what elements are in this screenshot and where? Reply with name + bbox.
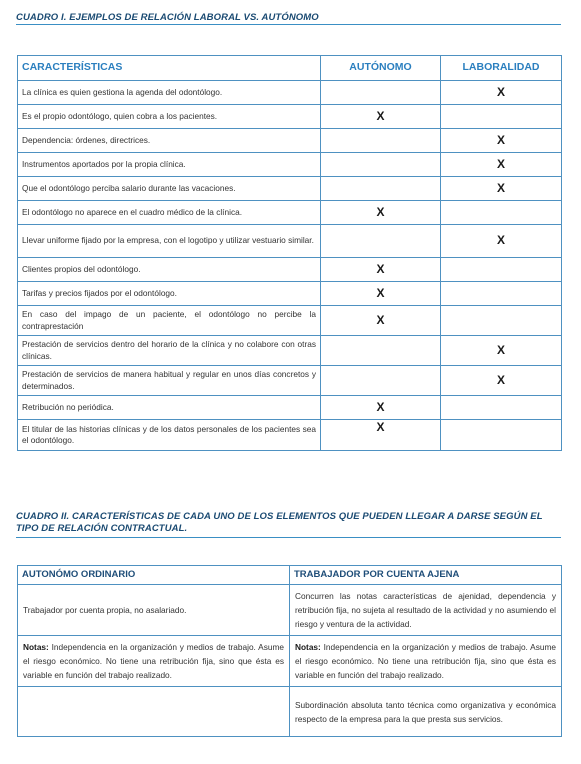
autonomo-notes [18, 636, 290, 687]
row-characteristic: Dependencia: órdenes, directrices. [18, 129, 321, 153]
table-row [18, 282, 562, 306]
laboralidad-mark [441, 105, 562, 129]
laboralidad-mark [441, 258, 562, 282]
autonomo-mark: X [321, 396, 441, 420]
contract-type-table [17, 565, 562, 737]
header-laboralidad: LABORALIDAD [441, 56, 562, 81]
header-trabajador-cuenta-ajena: TRABAJADOR POR CUENTA AJENA [290, 566, 562, 585]
autonomo-mark [321, 129, 441, 153]
table2-header-row [18, 566, 562, 585]
table1-title: CUADRO I. EJEMPLOS DE RELACIÓN LABORAL VS. AUTÓNOMO [16, 12, 319, 23]
table1-header-row [18, 56, 562, 81]
laboralidad-mark [441, 396, 562, 420]
laboralidad-mark: X [441, 153, 562, 177]
header-caracteristicas: CARACTERÍSTICAS [18, 56, 321, 81]
autonomo-mark: X [321, 282, 441, 306]
autonomo-definition: Trabajador por cuenta propia, no asalariado. [18, 585, 290, 636]
row-characteristic: Tarifas y precios fijados por el odontólogo. [18, 282, 321, 306]
autonomo-mark: X [321, 105, 441, 129]
table-row [18, 396, 562, 420]
laboralidad-mark: X [441, 129, 562, 153]
labor-vs-autonomous-table [17, 55, 562, 451]
table-row [18, 336, 562, 366]
table-row [18, 177, 562, 201]
row-characteristic: El titular de las historias clínicas y de los datos personales de los pacientes sea el odontólogo. [18, 420, 321, 451]
row-characteristic: El odontólogo no aparece en el cuadro médico de la clínica. [18, 201, 321, 225]
table-row [18, 636, 562, 687]
notes-text: Independencia en la organización y medios de trabajo. Asume el riesgo económico. No tiene una retribución fija, sino que ésta es variable en función del trabajo realizado. [295, 642, 556, 680]
row-characteristic: Que el odontólogo perciba salario durante las vacaciones. [18, 177, 321, 201]
row-characteristic: Clientes propios del odontólogo. [18, 258, 321, 282]
table-row [18, 306, 562, 336]
row-characteristic: Retribución no periódica. [18, 396, 321, 420]
table-row [18, 153, 562, 177]
autonomo-mark: X [321, 306, 441, 336]
table-row [18, 420, 562, 451]
table-row [18, 129, 562, 153]
table2-title-rule [16, 537, 561, 538]
autonomo-empty-cell [18, 687, 290, 737]
autonomo-mark [321, 225, 441, 258]
row-characteristic: Llevar uniforme fijado por la empresa, con el logotipo y utilizar vestuario similar. [18, 225, 321, 258]
header-autonomo-ordinario: AUTONÓMO ORDINARIO [18, 566, 290, 585]
autonomo-mark [321, 153, 441, 177]
autonomo-mark [321, 366, 441, 396]
laboralidad-mark [441, 306, 562, 336]
laboralidad-mark: X [441, 225, 562, 258]
autonomo-mark [321, 81, 441, 105]
notes-label: Notas: [295, 642, 321, 652]
laboralidad-mark: X [441, 336, 562, 366]
autonomo-mark: X [321, 420, 441, 451]
notes-text: Independencia en la organización y medios de trabajo. Asume el riesgo económico. No tiene una retribución fija, sino que ésta es variable en función del trabajo realizado. [23, 642, 284, 680]
autonomo-mark: X [321, 201, 441, 225]
laboralidad-mark: X [441, 366, 562, 396]
table2-title: CUADRO II. CARACTERÍSTICAS DE CADA UNO DE LOS ELEMENTOS QUE PUEDEN LLEGAR A DARSE SEGÚN EL TIPO DE RELACIÓN CONTRACTUAL. [16, 511, 543, 534]
table-row [18, 366, 562, 396]
row-characteristic: Es el propio odontólogo, quien cobra a los pacientes. [18, 105, 321, 129]
notes-label: Notas: [23, 642, 49, 652]
cuenta-ajena-subordination: Subordinación absoluta tanto técnica como organizativa y económica respecto de la empresa para la que presta sus servicios. [290, 687, 562, 737]
table-row [18, 225, 562, 258]
row-characteristic: En caso del impago de un paciente, el odontólogo no percibe la contraprestación [18, 306, 321, 336]
table-row [18, 201, 562, 225]
header-autonomo: AUTÓNOMO [321, 56, 441, 81]
row-characteristic: Instrumentos aportados por la propia clínica. [18, 153, 321, 177]
autonomo-mark: X [321, 258, 441, 282]
table-row [18, 585, 562, 636]
row-characteristic: Prestación de servicios dentro del horario de la clínica y no colabore con otras clínicas. [18, 336, 321, 366]
laboralidad-mark [441, 201, 562, 225]
autonomo-mark [321, 336, 441, 366]
cuenta-ajena-notes [290, 636, 562, 687]
row-characteristic: La clínica es quien gestiona la agenda del odontólogo. [18, 81, 321, 105]
laboralidad-mark: X [441, 81, 562, 105]
laboralidad-mark [441, 282, 562, 306]
table-row [18, 258, 562, 282]
table-row [18, 105, 562, 129]
laboralidad-mark: X [441, 177, 562, 201]
table-row [18, 687, 562, 737]
row-characteristic: Prestación de servicios de manera habitual y regular en unos días concretos y determinados. [18, 366, 321, 396]
laboralidad-mark [441, 420, 562, 451]
autonomo-mark [321, 177, 441, 201]
cuenta-ajena-definition: Concurren las notas características de ajenidad, dependencia y retribución fija, no sujeta al resultado de la actividad y no asumiendo el riesgo y ventura de la actividad. [290, 585, 562, 636]
table-row [18, 81, 562, 105]
table1-title-rule [16, 24, 561, 25]
